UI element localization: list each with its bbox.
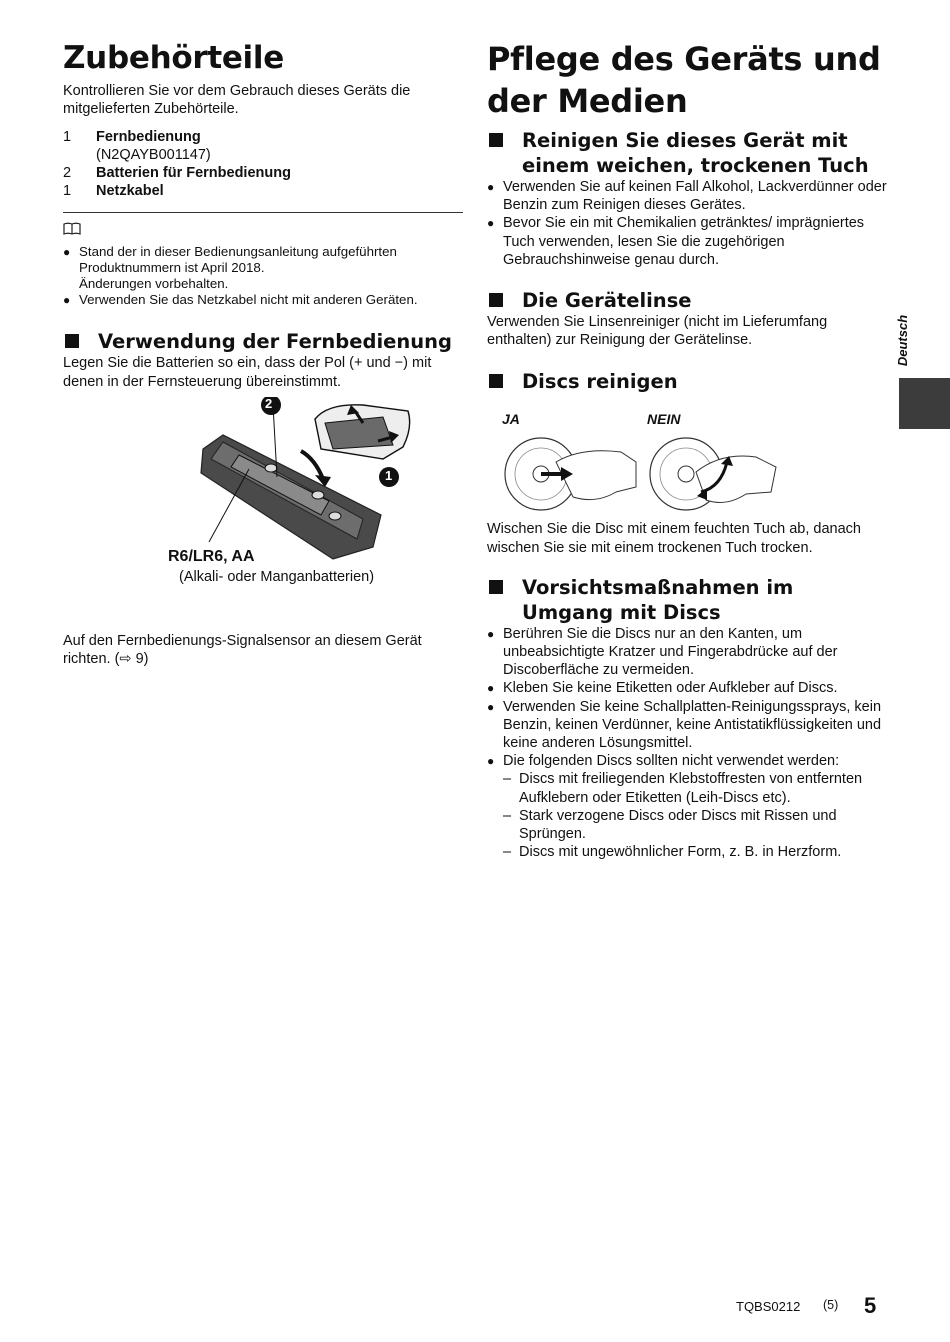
bullet-text: Bevor Sie ein mit Chemikalien getränktes/ imprägniertes Tuch verwenden, lesen Sie die zugehörigen Gebrauchshinweise genau durch.: [503, 215, 865, 268]
list-item: [63, 164, 463, 182]
divider: [63, 212, 463, 213]
accessories-title: Zubehörteile: [63, 40, 284, 76]
list-item: [487, 625, 887, 680]
item-label: Netzkabel: [96, 183, 164, 200]
item-model-number: (N2QAYB001147): [96, 147, 211, 164]
remote-text: Legen Sie die Batterien so ein, dass der Pol (+ und −) mit denen in der Fernsteuerung übereinstimmt.: [63, 355, 432, 390]
language-tab-text: Deutsch: [895, 314, 911, 366]
list-item: [487, 807, 887, 843]
list-item: [487, 698, 887, 753]
bullet-icon: ●: [487, 216, 495, 231]
care-title: [487, 38, 887, 122]
nein-label: NEIN: [647, 411, 681, 428]
item-label: Fernbedienung: [96, 129, 201, 146]
list-item: [63, 128, 463, 146]
page-number: 5: [864, 1293, 877, 1318]
bullet-text: Verwenden Sie keine Schallplatten-Reinigungssprays, kein Benzin, keinen Verdünner, keine Antistatikflüssigkeiten und keine anderen Lösungsmittel.: [503, 698, 882, 752]
dash-icon: –: [503, 844, 512, 861]
battery-type-label: R6/LR6, AA: [168, 547, 255, 565]
remote-battery-drawing: [63, 397, 463, 587]
list-item: [63, 182, 463, 200]
step-2-number: 2: [265, 395, 273, 411]
square-bullet-icon: [489, 133, 503, 147]
battery-type-sub: (Alkali- oder Manganbatterien): [179, 568, 375, 585]
note-text: Produktnummern ist April 2018.: [79, 260, 265, 276]
language-tab-marker: [899, 378, 950, 429]
dash-text: Discs mit freiliegenden Klebstoffresten von entfernten Aufklebern oder Etiketten (Leih-Discs etc).: [519, 771, 863, 806]
dash-icon: –: [503, 807, 512, 824]
square-bullet-icon: [489, 374, 503, 388]
discs-heading: [487, 369, 887, 394]
note-text: Stand der in dieser Bedienungsanleitung aufgeführten: [79, 244, 397, 260]
clean-device-heading: [487, 128, 887, 178]
list-item: [63, 244, 463, 292]
notes-list: [63, 244, 463, 308]
care-title-line: der Medien: [487, 82, 688, 120]
document-code: TQBS0212: [736, 1299, 801, 1314]
list-item: [487, 752, 887, 770]
remote-illustration: [63, 397, 463, 612]
remote-heading: [63, 329, 463, 354]
list-item: [487, 770, 887, 806]
care-title-line: Pflege des Geräts und: [487, 40, 881, 78]
bullet-text: Kleben Sie keine Etiketten oder Aufkleber auf Discs.: [503, 680, 838, 697]
lens-heading-text: Die Gerätelinse: [522, 289, 692, 313]
left-column: [63, 38, 463, 668]
dash-icon: –: [503, 771, 512, 788]
accessories-intro: Kontrollieren Sie vor dem Gebrauch dieses Geräts die mitgelieferten Zubehörteile.: [63, 83, 411, 118]
list-item: [487, 679, 887, 697]
list-item: [63, 292, 463, 308]
accessories-list: [63, 128, 463, 200]
dash-text: Discs mit ungewöhnlicher Form, z. B. in Herzform.: [519, 844, 842, 861]
bullet-icon: ●: [487, 754, 495, 769]
disc-wipe-drawing: [501, 432, 801, 517]
item-quantity: 1: [63, 129, 72, 146]
bullet-text: Berühren Sie die Discs nur an den Kanten, um unbeabsichtigte Kratzer und Fingerabdrücke auf der Discoberfläche zu vermeiden.: [503, 625, 838, 679]
list-item: [487, 214, 887, 269]
item-quantity: 2: [63, 165, 72, 182]
item-label: Batterien für Fernbedienung: [96, 165, 291, 182]
bullet-icon: ●: [487, 626, 495, 641]
heading-line: Umgang mit Discs: [522, 600, 721, 624]
heading-line: Vorsichtsmaßnahmen im: [522, 575, 794, 599]
precautions-heading: [487, 575, 887, 625]
square-bullet-icon: [489, 293, 503, 307]
square-bullet-icon: [65, 334, 79, 348]
bullet-text: Verwenden Sie auf keinen Fall Alkohol, Lackverdünner oder Benzin zum Reinigen dieses Gerätes.: [503, 179, 887, 214]
ja-label: JA: [502, 411, 520, 428]
list-item: [487, 843, 887, 861]
bullet-icon: ●: [487, 699, 495, 714]
book-note-icon: [63, 222, 463, 238]
heading-line: einem weichen, trockenen Tuch: [522, 154, 869, 177]
precaution-bullets: [487, 625, 887, 862]
note-text: Verwenden Sie das Netzkabel nicht mit anderen Geräten.: [79, 292, 418, 308]
item-quantity: 1: [63, 183, 72, 200]
dash-text: Stark verzogene Discs oder Discs mit Rissen und Sprüngen.: [519, 807, 837, 843]
language-tab: [888, 305, 918, 375]
clean-bullets: [487, 178, 887, 269]
step-1-number: 1: [385, 467, 393, 483]
discs-heading-text: Discs reinigen: [522, 370, 678, 394]
disc-cleaning-illustration: [487, 404, 887, 517]
heading-line: Reinigen Sie dieses Gerät mit: [522, 129, 848, 152]
bullet-text: Die folgenden Discs sollten nicht verwendet werden:: [503, 753, 840, 770]
wipe-text: Wischen Sie die Disc mit einem feuchten Tuch ab, danach wischen Sie sie mit einem trockenen Tuch trocken.: [487, 521, 861, 556]
revision-number: (5): [823, 1298, 839, 1312]
lens-heading: [487, 288, 887, 313]
bullet-icon: ●: [487, 180, 495, 194]
sensor-text: Auf den Fernbedienungs-Signalsensor an diesem Gerät richten. (⇨ 9): [63, 632, 422, 668]
list-item: [487, 178, 887, 214]
remote-heading-text: Verwendung der Fernbedienung: [98, 330, 452, 354]
right-column: [487, 38, 887, 861]
square-bullet-icon: [489, 580, 503, 594]
bullet-icon: ●: [487, 681, 495, 696]
bullet-icon: ●: [63, 245, 71, 260]
bullet-icon: ●: [63, 293, 71, 308]
note-text: Änderungen vorbehalten.: [79, 276, 229, 292]
lens-text: Verwenden Sie Linsenreiniger (nicht im Lieferumfang enthalten) zur Reinigung der Gerätelinse.: [487, 314, 828, 349]
